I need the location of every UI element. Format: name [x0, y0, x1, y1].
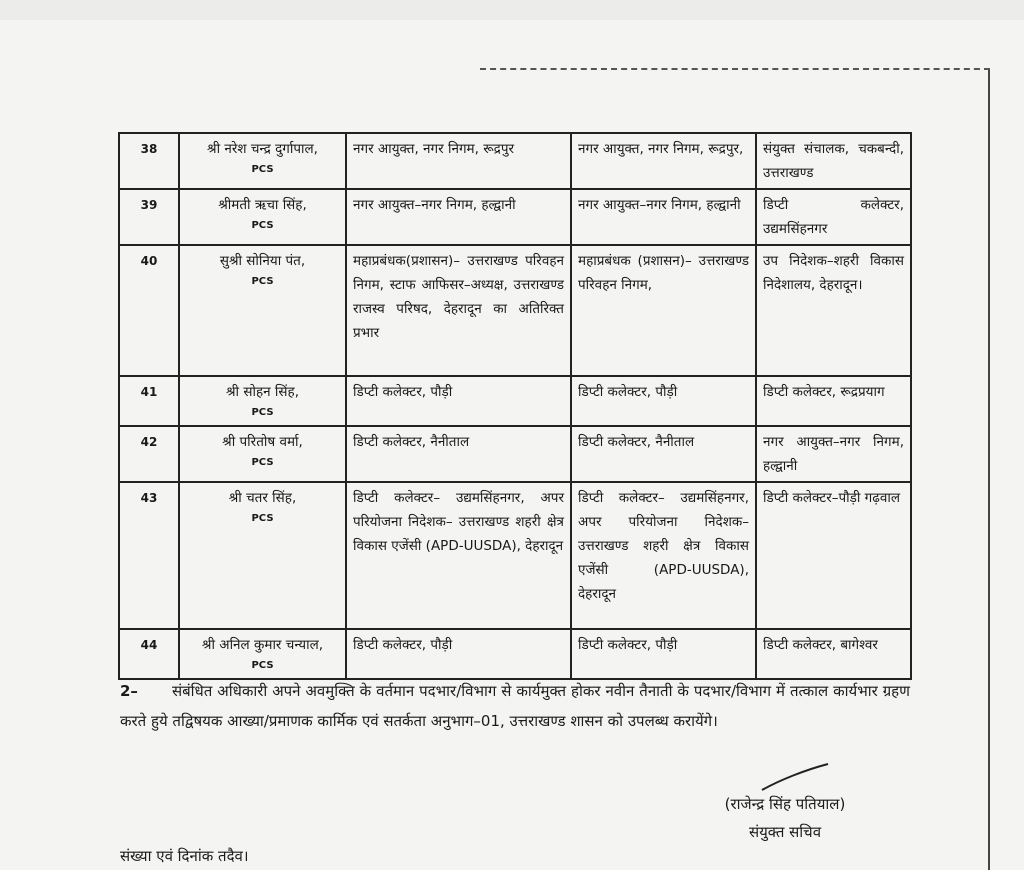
table-row	[119, 629, 911, 679]
new-posting: उप निदेशक–शहरी विकास निदेशालय, देहरादून।	[756, 245, 911, 376]
transfer-table	[118, 132, 912, 680]
table-row	[119, 482, 911, 629]
service-badge: PCS	[251, 220, 274, 231]
service-badge: PCS	[251, 407, 274, 418]
service-badge: PCS	[251, 457, 274, 468]
table-row	[119, 189, 911, 245]
current-posting: डिप्टी कलेक्टर, नैनीताल	[346, 426, 571, 482]
relieved-posting: नगर आयुक्त–नगर निगम, हल्द्वानी	[571, 189, 756, 245]
current-posting: डिप्टी कलेक्टर– उद्यमसिंहनगर, अपर परियोजना निदेशक– उत्तराखण्ड शहरी क्षेत्र विकास एजेंसी (APD-UUSDA), देहरादून	[346, 482, 571, 629]
relieved-posting: नगर आयुक्त, नगर निगम, रूद्रपुर,	[571, 133, 756, 189]
officer-name-text: सुश्री सोनिया पंत,	[219, 253, 306, 269]
current-posting: नगर आयुक्त, नगर निगम, रूद्रपुर	[346, 133, 571, 189]
officer-name-text: श्री चतर सिंह,	[228, 490, 297, 506]
paragraph-number: 2–	[120, 682, 138, 700]
current-posting: महाप्रबंधक(प्रशासन)– उत्तराखण्ड परिवहन निगम, स्टाफ आफिसर–अध्यक्ष, उत्तराखण्ड राजस्व परिषद, देहरादून का अतिरिक्त प्रभार	[346, 245, 571, 376]
paragraph-text: संबंधित अधिकारी अपने अवमुक्ति के वर्तमान पदभार/विभाग से कार्यमुक्त होकर नवीन तैनाती के पदभार/विभाग में तत्काल कार्यभार ग्रहण करते हुये तद्विषयक आख्या/प्रमाणक कार्मिक एवं सतर्कता अनुभाग–01, उत्तराखण्ड शासन को उपलब्ध करायेंगे।	[120, 682, 910, 730]
relieved-posting: डिप्टी कलेक्टर, पौड़ी	[571, 629, 756, 679]
table-row	[119, 245, 911, 376]
service-badge: PCS	[251, 660, 274, 671]
relieved-posting: डिप्टी कलेक्टर, पौड़ी	[571, 376, 756, 426]
serial-number: 42	[119, 426, 179, 482]
current-posting: नगर आयुक्त–नगर निगम, हल्द्वानी	[346, 189, 571, 245]
serial-number: 39	[119, 189, 179, 245]
officer-name-text: श्री नरेश चन्द्र दुर्गापाल,	[207, 141, 318, 157]
current-posting: डिप्टी कलेक्टर, पौड़ी	[346, 376, 571, 426]
officer-name	[179, 133, 346, 189]
serial-number: 43	[119, 482, 179, 629]
officer-name	[179, 629, 346, 679]
new-posting: डिप्टी कलेक्टर, बागेश्वर	[756, 629, 911, 679]
relieved-posting: महाप्रबंधक (प्रशासन)– उत्तराखण्ड परिवहन निगम,	[571, 245, 756, 376]
footer-note: संख्या एवं दिनांक तदैव।	[120, 847, 249, 865]
current-posting: डिप्टी कलेक्टर, पौड़ी	[346, 629, 571, 679]
new-posting: डिप्टी कलेक्टर, रूद्रप्रयाग	[756, 376, 911, 426]
officer-name-text: श्रीमती ऋचा सिंह,	[218, 197, 307, 213]
service-badge: PCS	[251, 164, 274, 175]
signatory-name: (राजेन्द्र सिंह पतियाल)	[724, 795, 846, 813]
officer-name-text: श्री परितोष वर्मा,	[222, 434, 303, 450]
relieved-posting: डिप्टी कलेक्टर, नैनीताल	[571, 426, 756, 482]
officer-name	[179, 189, 346, 245]
instruction-paragraph	[120, 676, 910, 736]
new-posting: संयुक्त संचालक, चकबन्दी, उत्तराखण्ड	[756, 133, 911, 189]
new-posting: नगर आयुक्त–नगर निगम, हल्द्वानी	[756, 426, 911, 482]
service-badge: PCS	[251, 513, 274, 524]
officer-name-text: श्री सोहन सिंह,	[225, 384, 299, 400]
table-row	[119, 376, 911, 426]
new-posting: डिप्टी कलेक्टर, उद्यमसिंहनगर	[756, 189, 911, 245]
signatory-designation: संयुक्त सचिव	[748, 823, 822, 841]
service-badge: PCS	[251, 276, 274, 287]
officer-name	[179, 376, 346, 426]
relieved-posting: डिप्टी कलेक्टर– उद्यमसिंहनगर, अपर परियोजना निदेशक– उत्तराखण्ड शहरी क्षेत्र विकास एजेंसी (APD-UUSDA), देहरादून	[571, 482, 756, 629]
officer-name	[179, 245, 346, 376]
scan-line-top	[480, 68, 990, 70]
serial-number: 44	[119, 629, 179, 679]
officer-name	[179, 426, 346, 482]
signature-mark	[760, 762, 830, 792]
table-row	[119, 426, 911, 482]
signature-block	[690, 790, 880, 846]
scan-line-right	[988, 70, 990, 870]
serial-number: 40	[119, 245, 179, 376]
serial-number: 41	[119, 376, 179, 426]
serial-number: 38	[119, 133, 179, 189]
table-row	[119, 133, 911, 189]
officer-name	[179, 482, 346, 629]
officer-name-text: श्री अनिल कुमार चन्याल,	[201, 637, 324, 653]
new-posting: डिप्टी कलेक्टर–पौड़ी गढ़वाल	[756, 482, 911, 629]
page-edge	[0, 0, 1024, 20]
